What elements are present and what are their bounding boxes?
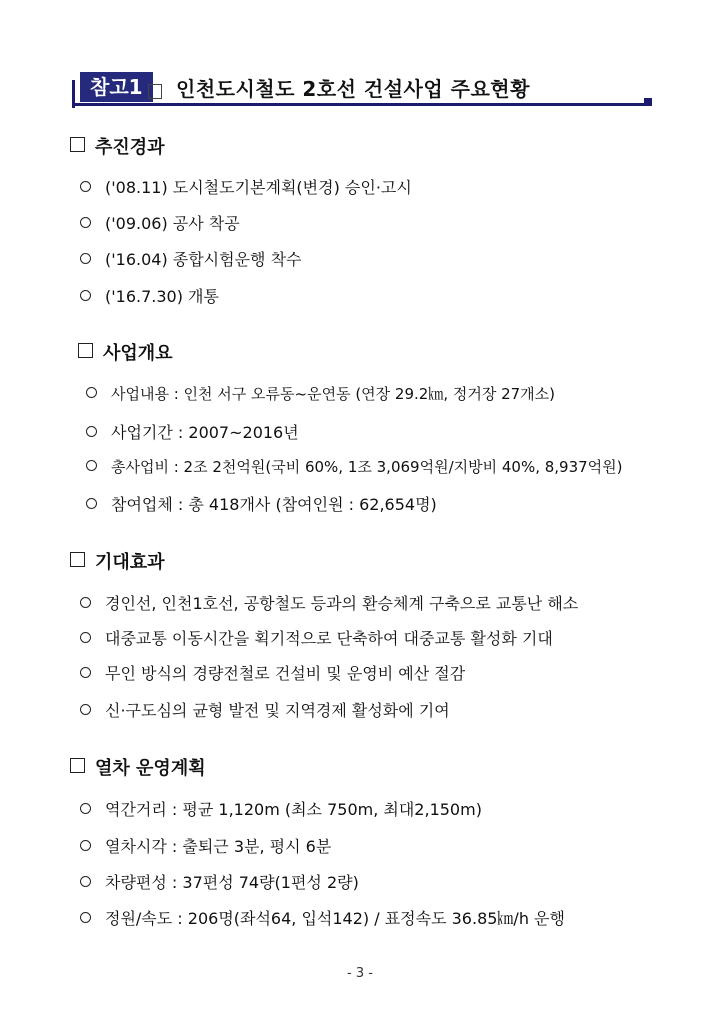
header-rule: [72, 103, 644, 106]
list-item-text: 참여업체 : 총 418개사 (참여인원 : 62,654명): [111, 495, 437, 514]
circle-bullet-icon: [86, 426, 97, 437]
square-bullet-icon: [70, 552, 85, 567]
list-item: [80, 661, 465, 684]
list-item-text: 사업기간 : 2007~2016년: [111, 423, 299, 442]
section-title: 사업개요: [103, 343, 173, 364]
list-item: [80, 175, 412, 198]
badge-checkbox-icon: [148, 84, 162, 99]
document-title: 인천도시철도 2호선 건설사업 주요현황: [176, 77, 530, 101]
list-item: [80, 284, 219, 307]
section-heading-progress: [70, 133, 165, 159]
list-item: [86, 456, 623, 477]
circle-bullet-icon: [80, 876, 91, 887]
header-end-square: [644, 98, 652, 106]
circle-bullet-icon: [80, 253, 91, 264]
circle-bullet-icon: [86, 460, 97, 471]
section-title: 기대효과: [95, 552, 165, 573]
circle-bullet-icon: [80, 803, 91, 814]
list-item: [86, 492, 437, 515]
circle-bullet-icon: [80, 912, 91, 923]
list-item: [80, 906, 565, 929]
list-item: [80, 247, 302, 270]
reference-badge: 참고1: [80, 72, 153, 102]
document-header: [72, 70, 652, 106]
square-bullet-icon: [78, 343, 93, 358]
list-item-text: 차량편성 : 37편성 74량(1편성 2량): [105, 873, 359, 892]
list-item: [80, 870, 359, 893]
circle-bullet-icon: [80, 181, 91, 192]
list-item-text: 무인 방식의 경량전철로 건설비 및 운영비 예산 절감: [105, 664, 466, 683]
circle-bullet-icon: [80, 597, 91, 608]
list-item: [80, 797, 482, 820]
list-item-text: ('09.06) 공사 착공: [105, 214, 240, 233]
list-item-text: 신·구도심의 균형 발전 및 지역경제 활성화에 기여: [105, 701, 450, 720]
list-item: [80, 698, 450, 721]
section-title: 추진경과: [95, 137, 165, 158]
circle-bullet-icon: [80, 632, 91, 643]
list-item-text: ('16.04) 종합시험운행 착수: [105, 250, 302, 269]
list-item-text: ('16.7.30) 개통: [105, 287, 219, 306]
circle-bullet-icon: [80, 840, 91, 851]
circle-bullet-icon: [80, 704, 91, 715]
list-item-text: 경인선, 인천1호선, 공항철도 등과의 환승체계 구축으로 교통난 해소: [105, 594, 579, 613]
circle-bullet-icon: [86, 498, 97, 509]
circle-bullet-icon: [80, 217, 91, 228]
circle-bullet-icon: [80, 290, 91, 301]
section-heading-overview: [78, 339, 173, 365]
list-item: [86, 420, 299, 443]
list-item-text: ('08.11) 도시철도기본계획(변경) 승인·고시: [105, 178, 412, 197]
square-bullet-icon: [70, 137, 85, 152]
section-heading-effects: [70, 548, 165, 574]
list-item-text: 대중교통 이동시간을 획기적으로 단축하여 대중교통 활성화 기대: [105, 629, 553, 648]
list-item: [80, 211, 240, 234]
section-heading-operation: [70, 754, 206, 780]
list-item-text: 정원/속도 : 206명(좌석64, 입석142) / 표정속도 36.85㎞/h 운행: [105, 909, 565, 928]
section-title: 열차 운영계획: [95, 758, 206, 779]
circle-bullet-icon: [80, 667, 91, 678]
page-number: - 3 -: [347, 966, 373, 981]
list-item-text: 사업내용 : 인천 서구 오류동~운연동 (연장 29.2㎞, 정거장 27개소): [111, 385, 556, 403]
square-bullet-icon: [70, 758, 85, 773]
list-item: [80, 591, 578, 614]
circle-bullet-icon: [86, 387, 97, 398]
list-item-text: 열차시각 : 출퇴근 3분, 평시 6분: [105, 837, 332, 856]
list-item: [86, 383, 555, 404]
list-item-text: 총사업비 : 2조 2천억원(국비 60%, 1조 3,069억원/지방비 40%, 8,937억원): [111, 458, 623, 476]
list-item: [80, 834, 331, 857]
list-item: [80, 626, 553, 649]
list-item-text: 역간거리 : 평균 1,120m (최소 750m, 최대2,150m): [105, 800, 482, 819]
